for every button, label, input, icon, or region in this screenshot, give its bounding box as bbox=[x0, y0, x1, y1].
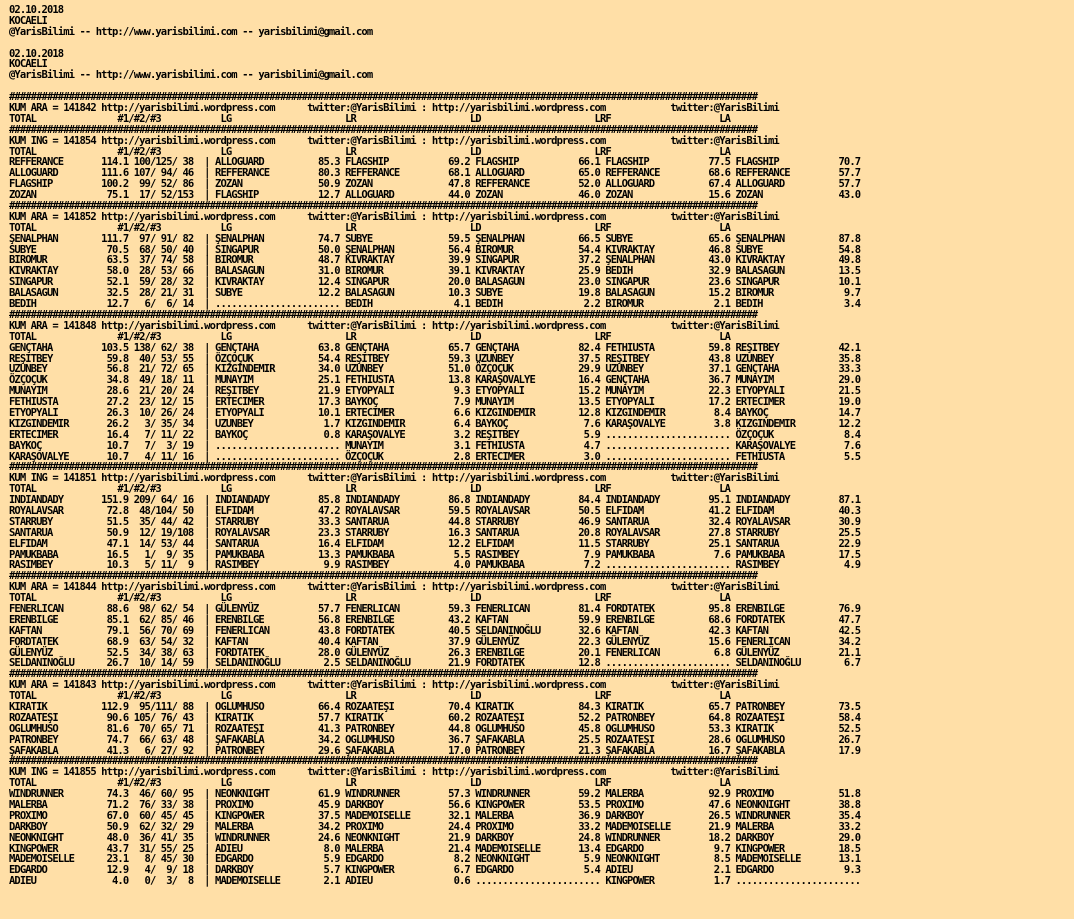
table-row: OGLUMHUSO 81.6 70/ 65/ 71 | ROZAATEŞI 41.3 PATRONBEY 44.8 OGLUMHUSO 45.8 OGLUMHUSO 53.3 KIRATIK 52.5 bbox=[9, 722, 861, 735]
table-row: KIZGINDEMIR 26.2 3/ 35/ 34 | UZUNBEY 1.7 KIZGINDEMIR 6.4 BAYKOÇ 7.6 KARAŞOVALYE 3.8 KIZGINDEMIR 12.2 bbox=[9, 417, 861, 430]
separator-line: ########################################################################################################################################## bbox=[9, 755, 758, 768]
separator-line: ########################################################################################################################################## bbox=[9, 200, 758, 213]
table-row: FETHIUSTA 27.2 23/ 12/ 15 | ERTECIMER 17.3 BAYKOÇ 7.9 MUNAYIM 13.5 ETYOPYALI 17.2 ERTECIMER 19.0 bbox=[9, 396, 861, 409]
separator-line: ########################################################################################################################################## bbox=[9, 91, 758, 104]
table-row: MUNAYIM 28.6 21/ 20/ 24 | REŞITBEY 21.9 ETYOPYALI 9.3 ETYOPYALI 15.2 MUNAYIM 22.3 ETYOPYALI 21.5 bbox=[9, 385, 861, 398]
column-header: TOTAL #1/#2/#3 LG LR LD LRF LA bbox=[9, 112, 731, 125]
race-header: KUM ARA = 141843 http://yarisbilimi.wordpress.com twitter:@YarisBilimi : http://yarisbilimi.wordpress.com twitter:@YarisBilimi bbox=[9, 679, 779, 692]
table-row: PAMUKBABA 16.5 1/ 9/ 35 | PAMUKBABA 13.3 PAMUKBABA 5.5 RASIMBEY 7.9 PAMUKBABA 7.6 PAMUKBABA 17.5 bbox=[9, 548, 861, 561]
table-row: RASIMBEY 10.3 5/ 11/ 9 | RASIMBEY 9.9 RASIMBEY 4.0 PAMUKBABA 7.2 ....................... RASIMBEY 4.9 bbox=[9, 559, 861, 572]
table-row: KARAŞOVALYE 10.7 4/ 11/ 16 | ....................... ÖZÇOÇUK 2.8 ERTECIMER 3.0 ....................... FETHIUSTA 5.5 bbox=[9, 450, 861, 463]
race-header: KUM ARA = 141842 http://yarisbilimi.wordpress.com twitter:@YarisBilimi : http://yarisbilimi.wordpress.com twitter:@YarisBilimi bbox=[9, 102, 779, 115]
table-row: GENÇTAHA 103.5 138/ 62/ 38 | GENÇTAHA 63.8 GENÇTAHA 65.7 GENÇTAHA 82.4 FETHIUSTA 59.8 REŞITBEY 42.1 bbox=[9, 341, 861, 354]
table-row: KIRATIK 112.9 95/111/ 88 | OGLUMHUSO 66.4 ROZAATEŞI 70.4 KIRATIK 84.3 KIRATIK 65.7 PATRONBEY 73.5 bbox=[9, 701, 861, 713]
table-row: ROZAATEŞI 90.6 105/ 76/ 43 | KIRATIK 57.7 KIRATIK 60.2 ROZAATEŞI 52.2 PATRONBEY 64.8 ROZAATEŞI 58.4 bbox=[9, 711, 861, 724]
table-row: ŞENALPHAN 111.7 97/ 91/ 82 | ŞENALPHAN 74.7 SUBYE 59.5 ŞENALPHAN 66.5 SUBYE 65.6 ŞENALPHAN 87.8 bbox=[9, 232, 861, 245]
table-row: SANTARUA 50.9 12/ 19/108 | ROYALAVSAR 23.3 STARRUBY 16.3 SANTARUA 20.8 ROYALAVSAR 27.8 STARRUBY 25.5 bbox=[9, 526, 861, 539]
table-row: ŞAFAKABLA 41.3 6/ 27/ 92 | PATRONBEY 29.6 ŞAFAKABLA 17.0 PATRONBEY 21.3 ŞAFAKABLA 16.7 ŞAFAKABLA 17.9 bbox=[9, 744, 861, 757]
contact-line: @YarisBilimi -- http://www.yarisbilimi.com -- yarisbilimi@gmail.com bbox=[9, 25, 373, 38]
table-row: FENERLICAN 88.6 98/ 62/ 54 | GÜLENYÜZ 57.7 FENERLICAN 59.3 FENERLICAN 81.4 FORDTATEK 95.8 ERENBILGE 76.9 bbox=[9, 602, 861, 615]
race-header: KUM ING = 141854 http://yarisbilimi.wordpress.com twitter:@YarisBilimi : http://yarisbilimi.wordpress.com twitter:@YarisBilimi bbox=[9, 134, 779, 147]
table-row: PATRONBEY 74.7 66/ 63/ 48 | ŞAFAKABLA 34.2 OGLUMHUSO 36.7 ŞAFAKABLA 25.5 ROZAATEŞI 28.6 OGLUMHUSO 26.7 bbox=[9, 733, 861, 746]
column-header: TOTAL #1/#2/#3 LG LR LD LRF LA bbox=[9, 690, 731, 703]
blank-line bbox=[9, 38, 1074, 49]
table-row: BALASAGUN 32.5 28/ 21/ 31 | SUBYE 12.2 BALASAGUN 10.3 SUBYE 19.8 BALASAGUN 15.2 BIROMUR 9.7 bbox=[9, 287, 861, 300]
table-row: EDGARDO 12.9 4/ 9/ 18 | DARKBOY 5.7 KINGPOWER 6.7 EDGARDO 5.4 ADIEU 2.1 EDGARDO 9.3 bbox=[9, 864, 861, 877]
table-row: ROYALAVSAR 72.8 48/104/ 50 | ELFIDAM 47.2 ROYALAVSAR 59.5 ROYALAVSAR 50.5 ELFIDAM 41.2 ELFIDAM 40.3 bbox=[9, 504, 861, 517]
table-row: ALLOGUARD 111.6 107/ 94/ 46 | REFFERANCE 80.3 REFFERANCE 68.1 ALLOGUARD 65.0 REFFERANCE 68.6 REFFERANCE 57.7 bbox=[9, 167, 861, 180]
table-row: BIROMUR 63.5 37/ 74/ 58 | BIROMUR 48.7 KIVRAKTAY 39.9 SINGAPUR 37.2 ŞENALPHAN 43.0 KIVRAKTAY 49.8 bbox=[9, 254, 861, 267]
table-row: FLAGSHIP 100.2 99/ 52/ 86 | ZOZAN 50.9 ZOZAN 47.8 REFFERANCE 52.0 ALLOGUARD 67.4 ALLOGUARD 57.7 bbox=[9, 178, 861, 191]
column-header: TOTAL #1/#2/#3 LG LR LD LRF LA bbox=[9, 592, 731, 605]
separator-line: ########################################################################################################################################## bbox=[9, 668, 758, 681]
race-header: KUM ING = 141855 http://yarisbilimi.wordpress.com twitter:@YarisBilimi : http://yarisbilimi.wordpress.com twitter:@YarisBilimi bbox=[9, 766, 779, 779]
table-row: REŞITBEY 59.8 40/ 53/ 55 | ÖZÇOÇUK 54.4 REŞITBEY 59.3 UZUNBEY 37.5 REŞITBEY 43.8 UZUNBEY 35.8 bbox=[9, 352, 861, 365]
table-row: ERTECIMER 16.4 7/ 11/ 22 | BAYKOÇ 0.8 KARAŞOVALYE 3.2 REŞITBEY 5.9 ....................... ÖZÇOÇUK 8.4 bbox=[9, 428, 861, 441]
date-line: 02.10.2018 bbox=[9, 4, 64, 16]
table-row: GÜLENYÜZ 52.5 34/ 38/ 63 | FORDTATEK 28.0 GÜLENYÜZ 26.3 ERENBILGE 20.1 FENERLICAN 6.8 GÜLENYÜZ 21.1 bbox=[9, 646, 861, 659]
table-row: DARKBOY 50.9 62/ 32/ 29 | MALERBA 34.2 PROXIMO 24.4 PROXIMO 33.2 MADEMOISELLE 21.9 MALERBA 33.2 bbox=[9, 820, 861, 833]
race-header: KUM ARA = 141852 http://yarisbilimi.wordpress.com twitter:@YarisBilimi : http://yarisbilimi.wordpress.com twitter:@YarisBilimi bbox=[9, 210, 779, 223]
table-row: SINGAPUR 52.1 59/ 28/ 32 | KIVRAKTAY 12.4 SINGAPUR 20.0 BALASAGUN 23.0 SINGAPUR 23.6 SINGAPUR 10.1 bbox=[9, 276, 861, 289]
column-header: TOTAL #1/#2/#3 LG LR LD LRF LA bbox=[9, 330, 731, 343]
table-row: MADEMOISELLE 23.1 8/ 45/ 30 | EDGARDO 5.9 EDGARDO 8.2 NEONKNIGHT 5.9 NEONKNIGHT 8.5 MADEMOISELLE 13.1 bbox=[9, 853, 861, 866]
table-row: STARRUBY 51.5 35/ 44/ 42 | STARRUBY 33.3 SANTARUA 44.8 STARRUBY 46.9 SANTARUA 32.4 ROYALAVSAR 30.9 bbox=[9, 515, 861, 528]
table-row: BEDIH 12.7 6/ 6/ 14 | ....................... BEDIH 4.1 BEDIH 2.2 BIROMUR 2.1 BEDIH 3.4 bbox=[9, 298, 861, 311]
table-row: KINGPOWER 43.7 31/ 55/ 25 | ADIEU 8.0 MALERBA 21.4 MADEMOISELLE 13.4 EDGARDO 9.7 KINGPOWER 18.5 bbox=[9, 842, 861, 855]
separator-line: ########################################################################################################################################## bbox=[9, 570, 758, 583]
contact-line: @YarisBilimi -- http://www.yarisbilimi.com -- yarisbilimi@gmail.com bbox=[9, 69, 373, 82]
race-header: KUM ARA = 141848 http://yarisbilimi.wordpress.com twitter:@YarisBilimi : http://yarisbilimi.wordpress.com twitter:@YarisBilimi bbox=[9, 319, 779, 332]
table-row: KAFTAN 79.1 56/ 70/ 69 | FENERLICAN 43.8 FORDTATEK 40.5 SELDANINOĞLU 32.6 KAFTAN 42.3 KAFTAN 42.5 bbox=[9, 624, 861, 637]
table-row: ADIEU 4.0 0/ 3/ 8 | MADEMOISELLE 2.1 ADIEU 0.6 ....................... KINGPOWER 1.7 ....................... bbox=[9, 875, 861, 888]
table-row: UZUNBEY 56.8 21/ 72/ 65 | KIZGINDEMIR 34.0 UZUNBEY 51.0 ÖZÇOÇUK 29.9 UZUNBEY 37.1 GENÇTAHA 33.3 bbox=[9, 363, 861, 376]
table-row: REFFERANCE 114.1 100/125/ 38 | ALLOGUARD 85.3 FLAGSHIP 69.2 FLAGSHIP 66.1 FLAGSHIP 77.5 FLAGSHIP 70.7 bbox=[9, 156, 861, 169]
table-row: ELFIDAM 47.1 14/ 53/ 44 | SANTARUA 16.4 ELFIDAM 12.2 ELFIDAM 11.5 STARRUBY 25.1 SANTARUA 22.9 bbox=[9, 537, 861, 550]
column-header: TOTAL #1/#2/#3 LG LR LD LRF LA bbox=[9, 483, 731, 496]
table-row: ÖZÇOÇUK 34.8 49/ 18/ 11 | MUNAYIM 25.1 FETHIUSTA 13.8 KARAŞOVALYE 16.4 GENÇTAHA 36.7 MUNAYIM 29.0 bbox=[9, 374, 861, 387]
table-row: INDIANDADY 151.9 209/ 64/ 16 | INDIANDADY 85.8 INDIANDADY 86.8 INDIANDADY 84.4 INDIANDADY 95.1 INDIANDADY 87.1 bbox=[9, 494, 861, 507]
column-header: TOTAL #1/#2/#3 LG LR LD LRF LA bbox=[9, 221, 731, 234]
table-row: NEONKNIGHT 48.0 36/ 41/ 35 | WINDRUNNER 24.6 NEONKNIGHT 21.9 DARKBOY 24.8 WINDRUNNER 18.2 DARKBOY 29.0 bbox=[9, 831, 861, 844]
race-header: KUM ARA = 141844 http://yarisbilimi.wordpress.com twitter:@YarisBilimi : http://yarisbilimi.wordpress.com twitter:@YarisBilimi bbox=[9, 581, 779, 594]
table-row: BAYKOÇ 10.7 7/ 3/ 19 | ....................... MUNAYIM 3.1 FETHIUSTA 4.7 ....................... KARAŞOVALYE 7.6 bbox=[9, 439, 861, 452]
column-header: TOTAL #1/#2/#3 LG LR LD LRF LA bbox=[9, 777, 731, 790]
city-line: KOCAELI bbox=[9, 14, 47, 27]
table-row: ERENBILGE 85.1 62/ 85/ 46 | ERENBILGE 56.8 ERENBILGE 43.2 KAFTAN 59.9 ERENBILGE 68.6 FORDTATEK 47.7 bbox=[9, 613, 861, 626]
date-line: 02.10.2018 bbox=[9, 47, 64, 60]
table-row: KIVRAKTAY 58.0 28/ 53/ 66 | BALASAGUN 31.0 BIROMUR 39.1 KIVRAKTAY 25.9 BEDIH 32.9 BALASAGUN 13.5 bbox=[9, 265, 861, 278]
separator-line: ########################################################################################################################################## bbox=[9, 308, 758, 321]
table-row: SELDANINOĞLU 26.7 10/ 14/ 59 | SELDANINOĞLU 2.5 SELDANINOĞLU 21.9 FORDTATEK 12.8 ....................... SELDANINOĞLU 6.7 bbox=[9, 657, 861, 670]
separator-line: ########################################################################################################################################## bbox=[9, 123, 758, 136]
table-row: ZOZAN 75.1 17/ 52/153 | FLAGSHIP 12.7 ALLOGUARD 44.0 ZOZAN 46.0 ZOZAN 15.6 ZOZAN 43.0 bbox=[9, 189, 861, 202]
city-line: KOCAELI bbox=[9, 58, 47, 71]
race-header: KUM ING = 141851 http://yarisbilimi.wordpress.com twitter:@YarisBilimi : http://yarisbilimi.wordpress.com twitter:@YarisBilimi bbox=[9, 472, 779, 485]
table-row: WINDRUNNER 74.3 46/ 60/ 95 | NEONKNIGHT 61.9 WINDRUNNER 57.3 WINDRUNNER 59.2 MALERBA 92.9 PROXIMO 51.8 bbox=[9, 788, 861, 801]
table-row: MALERBA 71.2 76/ 33/ 38 | PROXIMO 45.9 DARKBOY 56.6 KINGPOWER 53.5 PROXIMO 47.6 NEONKNIGHT 38.8 bbox=[9, 799, 861, 812]
table-row: PROXIMO 67.0 60/ 45/ 45 | KINGPOWER 37.5 MADEMOISELLE 32.1 MALERBA 36.9 DARKBOY 26.5 WINDRUNNER 35.4 bbox=[9, 809, 861, 822]
table-row: ETYOPYALI 26.3 10/ 26/ 24 | ETYOPYALI 10.1 ERTECIMER 6.6 KIZGINDEMIR 12.8 KIZGINDEMIR 8.4 BAYKOÇ 14.7 bbox=[9, 406, 861, 419]
column-header: TOTAL #1/#2/#3 LG LR LD LRF LA bbox=[9, 145, 731, 158]
separator-line: ########################################################################################################################################## bbox=[9, 461, 758, 474]
table-row: FORDTATEK 68.9 63/ 54/ 32 | KAFTAN 40.4 KAFTAN 37.9 GÜLENYÜZ 22.3 GÜLENYÜZ 15.6 FENERLICAN 34.2 bbox=[9, 635, 861, 648]
table-row: SUBYE 70.5 68/ 50/ 40 | SINGAPUR 50.0 ŞENALPHAN 56.4 BIROMUR 54.4 KIVRAKTAY 46.8 SUBYE 54.8 bbox=[9, 243, 861, 256]
